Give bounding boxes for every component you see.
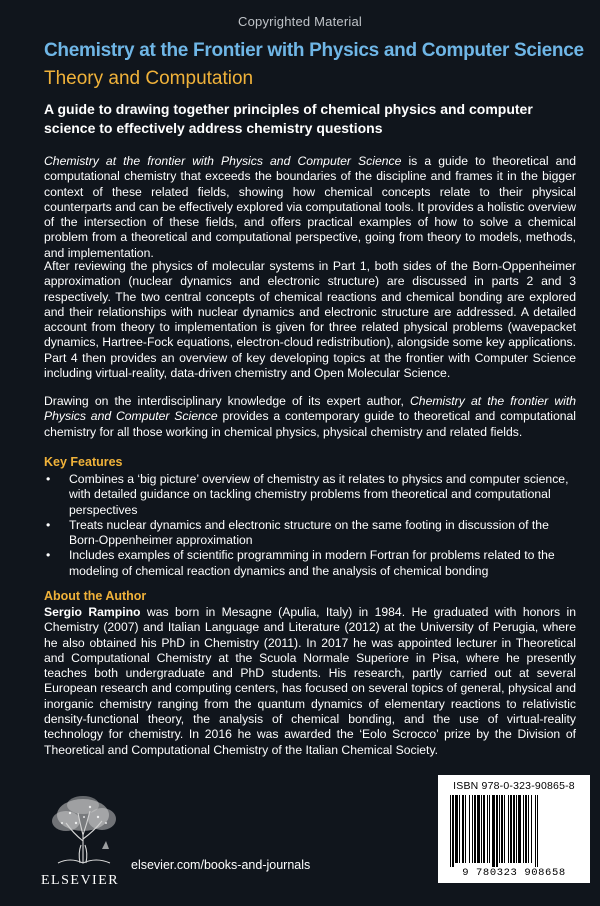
barcode-bar	[481, 795, 482, 863]
barcode-bar	[528, 795, 529, 863]
feature-item: • Combines a ‘big picture’ overview of chemistry as it relates to physics and computer science, with detailed guidance on tackling chemistry problems from theoretical and computational perspectives	[44, 472, 578, 518]
barcode	[448, 795, 582, 867]
barcode-bar	[459, 795, 460, 863]
paragraph-3-start: Drawing on the interdisciplinary knowledge of its expert author,	[44, 394, 410, 408]
barcode-bar	[523, 795, 524, 863]
barcode-bar	[450, 795, 451, 867]
barcode-bar	[501, 795, 503, 863]
book-title: Chemistry at the Frontier with Physics and Computer Science	[44, 40, 584, 61]
barcode-bar	[452, 795, 454, 867]
key-features-heading: Key Features	[44, 455, 123, 469]
barcode-bar	[508, 795, 509, 863]
author-bio-text: was born in Mesagne (Apulia, Italy) in 1984. He graduated with honors in Chemistry (2007) and Italian Language and Literature (2012) at the University of Perugia, where he also obtained his PhD in Chemistry (2011). In 2017 he was appointed lecturer in Theoretical and Computational Chemistry at the Scuola Normale Superiore in Pisa, where he presently teaches both undergraduate and PhD students. His research, partly carried out at several European research and computing centers, has focused on several topics of general, physical and inorganic chemistry ranging from the quantum dynamics of elementary reactions to relativistic density-functional theory, the analysis of chemical bonding, and the use of virtual-reality technology for chemistry. In 2016 he was awarded the ‘Eolo Scrocco’ prize by the Division of Theoretical and Computational Chemistry of the Italian Chemical Society.	[44, 605, 576, 757]
about-author-heading: About the Author	[44, 589, 147, 603]
barcode-bar	[492, 795, 495, 867]
copyright-watermark: Copyrighted Material	[238, 14, 362, 29]
barcode-bar	[472, 795, 473, 863]
barcode-bar	[516, 795, 517, 863]
barcode-digits: 9 780323 908658	[462, 867, 566, 879]
barcode-bar	[531, 795, 532, 863]
book-tagline: A guide to drawing together principles of chemical physics and computer science to effectively address chemistry questions	[44, 101, 533, 136]
back-cover-footer	[0, 775, 600, 906]
barcode-bar	[496, 795, 498, 867]
feature-item: • Treats nuclear dynamics and electronic structure on the same footing in discussion of the Born-Oppenheimer approximation	[44, 518, 578, 549]
barcode-bar	[504, 795, 505, 863]
barcode-bar	[499, 795, 500, 863]
barcode-bar	[462, 795, 464, 863]
barcode-bar	[489, 795, 490, 863]
barcode-bar	[483, 795, 485, 863]
description-paragraph-1	[44, 154, 576, 261]
barcode-bar	[535, 795, 536, 867]
barcode-bar	[474, 795, 476, 863]
key-features-list	[44, 472, 578, 579]
elsevier-tree-logo	[40, 793, 126, 867]
author-bio	[44, 605, 576, 758]
feature-item: • Includes examples of scientific programming in modern Fortran for problems related to the modeling of chemical reaction dynamics and the analysis of chemical bonding	[44, 548, 578, 579]
book-title-italic: Chemistry at the frontier with Physics and Computer Science	[44, 394, 576, 424]
book-subtitle: Theory and Computation	[44, 68, 254, 89]
barcode-bar	[487, 795, 488, 863]
barcode-bar	[455, 795, 458, 863]
barcode-bar	[477, 795, 480, 863]
barcode-bar	[465, 795, 466, 863]
barcode-bar	[469, 795, 470, 863]
description-paragraph-3	[44, 394, 576, 440]
paragraph-1-text: is a guide to theoretical and computational chemistry that exceeds the boundaries of the discipline and frames it in the bigger context of these related fields, showing how chemical concepts relate to their physical counterparts and can be effectively explored via computational tools. It provides a holistic overview of the intersection of these fields, and offers practical examples of how to solve a chemical problem from a theoretical and computational perspective, going from theory to models, methods, and implementation.	[44, 154, 576, 260]
publisher-name: ELSEVIER	[41, 873, 120, 888]
book-title-italic: Chemistry at the frontier with Physics and Computer Science	[44, 154, 402, 168]
author-name: Sergio Rampino	[44, 605, 141, 619]
isbn-label: ISBN 978-0-323-90865-8	[453, 780, 575, 792]
publisher-website-link[interactable]: elsevier.com/books-and-journals	[131, 858, 311, 872]
barcode-bar	[513, 795, 515, 863]
description-paragraph-2: After reviewing the physics of molecular systems in Part 1, both sides of the Born-Oppenheimer approximation (nuclear dynamics and electronic structure) are discussed in parts 2 and 3 respectively. The two central concepts of chemical reactions and chemical bonding are explored and their relationships with nuclear dynamics and electronic structure are addressed. A detailed account from theory to implementation is given for three related physical problems (wavepacket dynamics, Hartree-Fock equations, electron-cloud redistribution), alongside some key applications. Part 4 then provides an overview of key developing topics at the frontier with Computer Science including virtual-reality, data-driven chemistry and Open Molecular Science.	[44, 259, 576, 381]
barcode-bar	[518, 795, 521, 863]
barcode-bar	[510, 795, 512, 863]
barcode-bar	[537, 795, 538, 867]
isbn-barcode-box	[438, 775, 590, 883]
paragraph-3-text: provides a contemporary guide to theoretical and computational chemistry for all those working in chemical physics, physical chemistry and related fields.	[44, 409, 576, 439]
barcode-bar	[525, 795, 527, 863]
